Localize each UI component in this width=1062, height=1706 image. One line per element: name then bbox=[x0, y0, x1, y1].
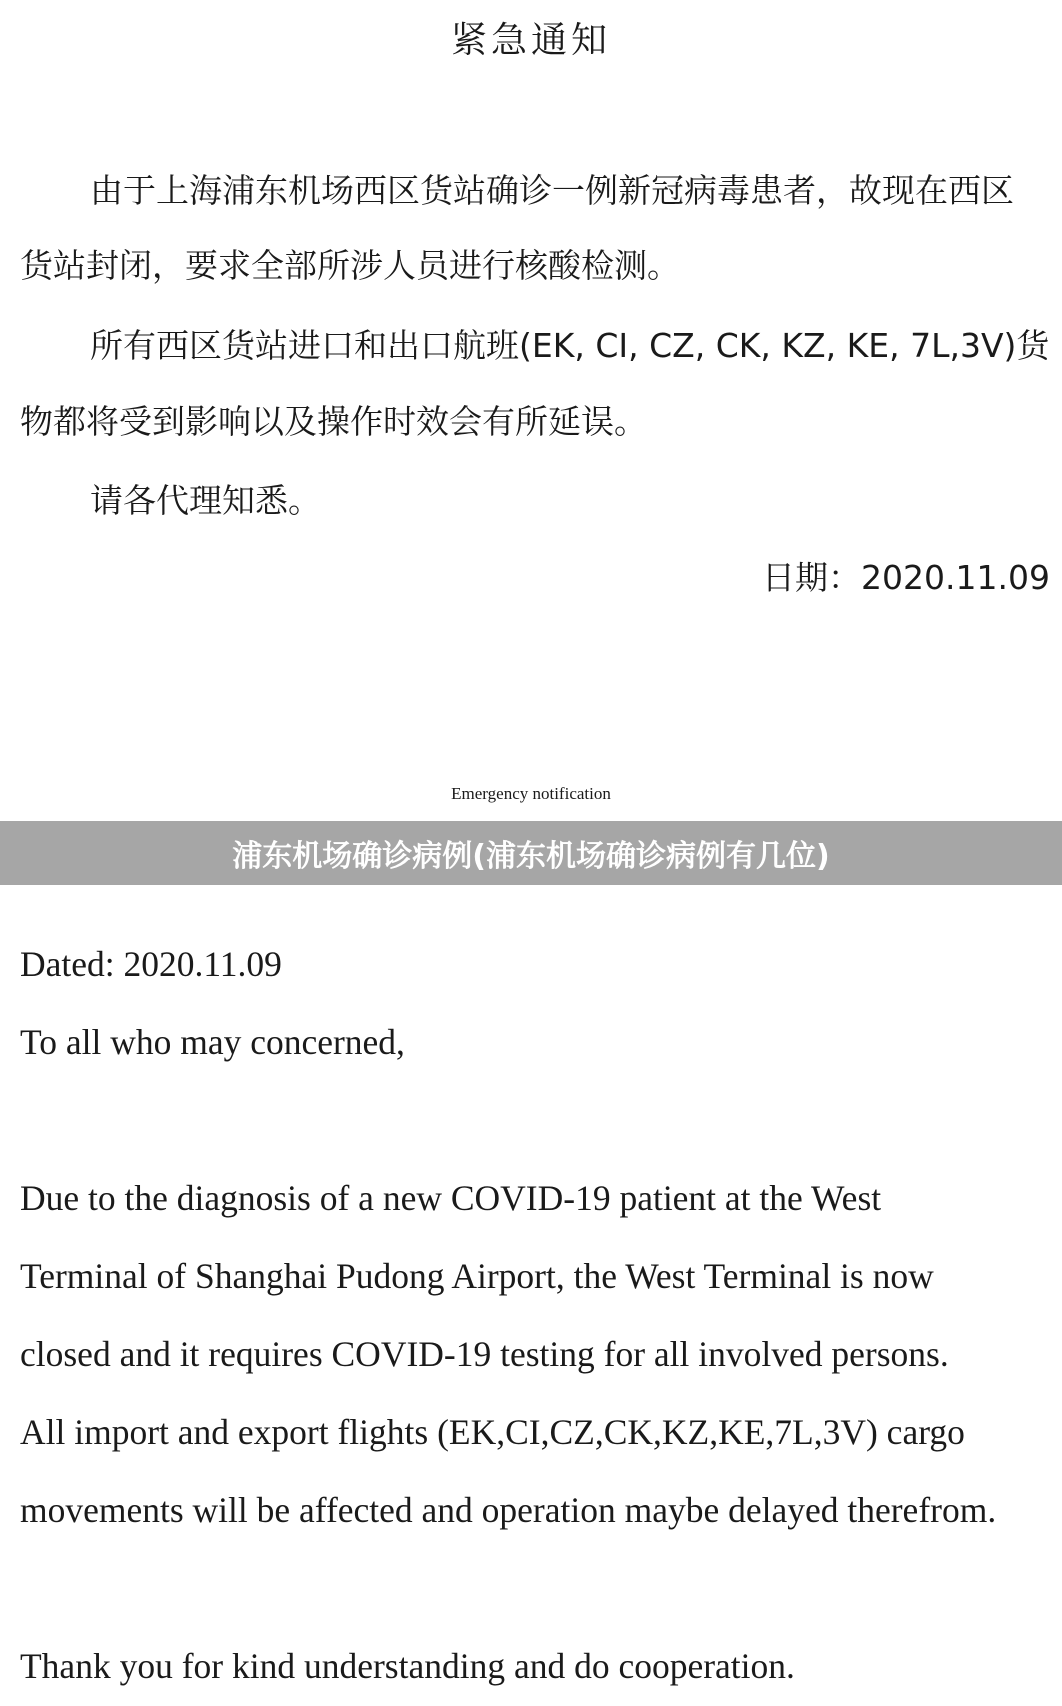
english-body-line-1: Due to the diagnosis of a new COVID-19 patient at the West bbox=[20, 1178, 882, 1218]
english-salutation: To all who may concerned, bbox=[20, 1022, 405, 1062]
chinese-notice-date: 日期：2020.11.09 bbox=[762, 558, 1050, 597]
overlay-caption-banner bbox=[0, 821, 1062, 885]
english-body-line-2: Terminal of Shanghai Pudong Airport, the West Terminal is now bbox=[20, 1256, 934, 1296]
english-body-line-3: closed and it requires COVID-19 testing for all involved persons. bbox=[20, 1334, 949, 1374]
chinese-paragraph-2-line-2: 物都将受到影响以及操作时效会有所延误。 bbox=[20, 402, 647, 441]
english-notice-title: Emergency notification bbox=[451, 784, 611, 803]
overlay-caption-text: 浦东机场确诊病例(浦东机场确诊病例有几位) bbox=[232, 839, 830, 874]
english-body-line-4: All import and export flights (EK,CI,CZ,CK,KZ,KE,7L,3V) cargo bbox=[20, 1412, 965, 1452]
chinese-paragraph-2-line-1: 所有西区货站进口和出口航班(EK, CI, CZ, CK, KZ, KE, 7L,3V)货 bbox=[90, 326, 1050, 365]
chinese-notice-title: 紧急通知 bbox=[450, 20, 611, 61]
chinese-paragraph-1-line-1: 由于上海浦东机场西区货站确诊一例新冠病毒患者，故现在西区 bbox=[90, 171, 1014, 210]
english-dated: Dated: 2020.11.09 bbox=[20, 944, 282, 984]
english-body-line-5: movements will be affected and operation maybe delayed therefrom. bbox=[20, 1490, 997, 1530]
english-closing: Thank you for kind understanding and do cooperation. bbox=[20, 1646, 795, 1686]
chinese-paragraph-3: 请各代理知悉。 bbox=[90, 481, 321, 520]
chinese-paragraph-1-line-2: 货站封闭，要求全部所涉人员进行核酸检测。 bbox=[20, 246, 680, 285]
